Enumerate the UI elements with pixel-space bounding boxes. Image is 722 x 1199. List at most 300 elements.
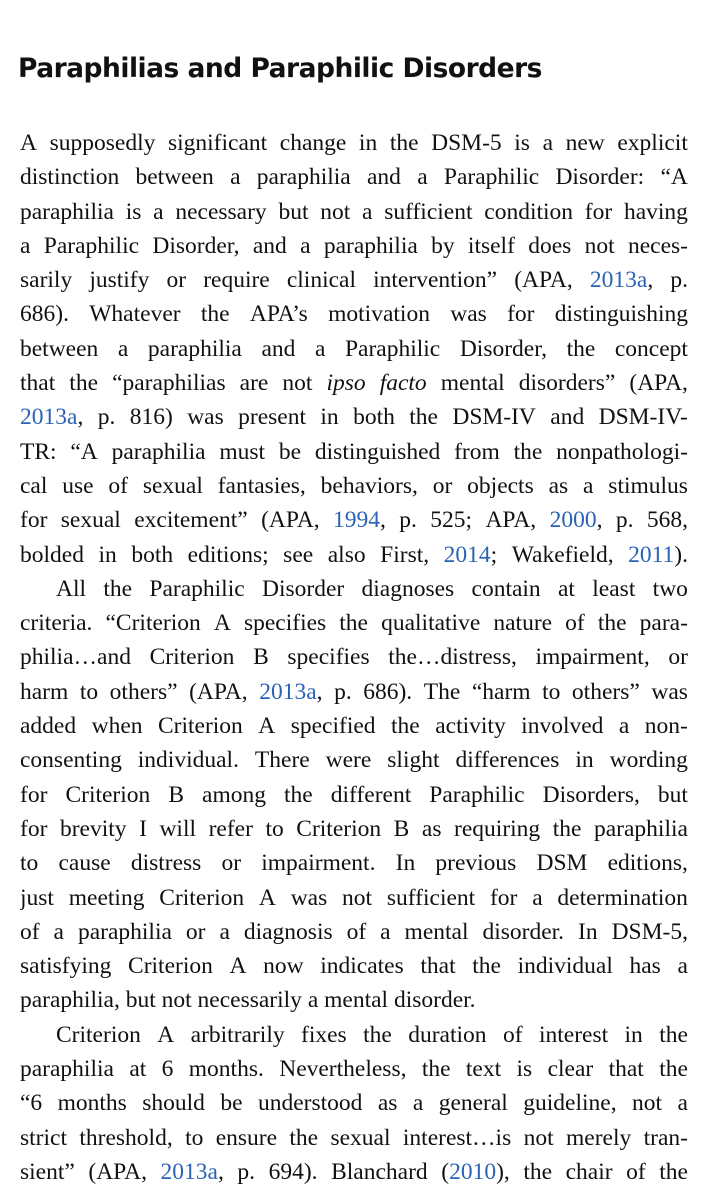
text-fragment: sufficient: [386, 884, 476, 911]
text-fragment: the: [289, 1124, 319, 1151]
text-fragment: the: [103, 575, 133, 602]
word: [220, 1086, 242, 1120]
body-text: [20, 126, 688, 1189]
word: [320, 195, 350, 229]
word: [219, 435, 265, 469]
text-fragment: sufficient: [384, 198, 473, 225]
text-fragment: Disorder:: [555, 164, 645, 191]
word: [514, 126, 530, 160]
word: [58, 846, 110, 880]
text-fragment: not: [282, 370, 313, 397]
text-fragment: in: [98, 541, 117, 568]
text-fragment: A: [157, 1021, 175, 1048]
text-fragment: (APA,: [629, 370, 688, 397]
word: [152, 229, 239, 263]
text-fragment: Disorder,: [152, 232, 240, 259]
word: [452, 400, 536, 434]
word: [326, 366, 365, 400]
text-fragment: previous: [435, 850, 517, 877]
word: [405, 915, 469, 949]
word: [659, 1155, 688, 1189]
text-fragment: impairment,: [535, 644, 650, 671]
text-fragment: p.: [97, 404, 116, 431]
text-fragment: interest: [538, 1021, 609, 1048]
word: [44, 229, 139, 263]
word: [20, 1121, 67, 1155]
text-fragment: to: [542, 678, 561, 705]
word: [653, 572, 688, 606]
text-fragment: “paraphilias: [112, 370, 226, 397]
text-fragment: Criterion: [159, 884, 245, 911]
text-fragment: a: [117, 335, 129, 362]
word: [542, 675, 560, 709]
text-fragment: new: [565, 130, 605, 156]
text-fragment: Criterion: [149, 644, 235, 671]
text-fragment: does: [528, 232, 572, 259]
text-fragment: months: [57, 1090, 127, 1117]
word: [20, 1052, 114, 1086]
text-fragment: both: [353, 404, 395, 431]
text-fragment: fixes: [301, 1021, 347, 1048]
text-fragment: The: [423, 678, 461, 705]
text-fragment: in: [575, 747, 594, 774]
text-fragment: A: [258, 884, 276, 911]
word: [566, 1121, 631, 1155]
text-fragment: p.: [399, 507, 417, 534]
text-fragment: involved: [521, 713, 604, 740]
text-fragment: present: [238, 404, 306, 431]
word: [20, 366, 55, 400]
word: [185, 1121, 203, 1155]
text-line: [20, 881, 688, 915]
word: [617, 126, 687, 160]
text-fragment: diagnoses: [361, 575, 455, 602]
text-line: [20, 572, 688, 606]
text-fragment: not: [161, 987, 192, 1014]
text-fragment: but: [657, 781, 688, 808]
citation-link[interactable]: 2014: [443, 541, 491, 568]
word: [20, 229, 30, 263]
word: [287, 640, 369, 674]
text-fragment: itself: [467, 232, 515, 259]
text-fragment: TR:: [20, 438, 57, 465]
text-fragment: specifies: [287, 644, 370, 671]
text-line: [20, 1018, 688, 1052]
word: [159, 881, 244, 915]
word: [103, 572, 132, 606]
text-fragment: specifies: [243, 610, 327, 637]
word: [20, 126, 37, 160]
word: [237, 1155, 255, 1189]
citation-link[interactable]: 2013a: [20, 404, 78, 431]
word: [519, 366, 616, 400]
text-fragment: or: [166, 267, 187, 294]
text-fragment: “harm: [471, 678, 531, 705]
word: [20, 297, 69, 331]
word: [485, 503, 536, 537]
word: [575, 743, 593, 777]
word: [328, 297, 430, 331]
word: [347, 915, 367, 949]
word: [56, 1018, 141, 1052]
text-fragment: sexual: [60, 507, 121, 534]
text-fragment: ).: [674, 541, 688, 568]
word: [333, 503, 386, 537]
word: [567, 332, 596, 366]
text-fragment: DSM: [536, 850, 588, 877]
text-fragment: of: [346, 918, 367, 945]
word: [112, 366, 226, 400]
text-fragment: sient”: [20, 1158, 75, 1185]
word: [431, 229, 455, 263]
word: [79, 1121, 172, 1155]
text-fragment: not: [342, 884, 373, 911]
word: [58, 1086, 127, 1120]
text-fragment: the: [363, 1021, 392, 1048]
word: [339, 606, 368, 640]
word: [539, 1018, 608, 1052]
text-fragment: will: [159, 815, 197, 842]
word: [503, 1018, 523, 1052]
text-fragment: were: [325, 747, 372, 774]
text-fragment: the: [597, 610, 627, 637]
text-fragment: for: [20, 815, 48, 842]
text-fragment: A: [258, 713, 276, 740]
word: [647, 503, 688, 537]
text-fragment: the: [391, 713, 420, 740]
text-fragment: In: [395, 850, 416, 877]
text-fragment: DSM-IV-: [598, 404, 688, 431]
text-fragment: a: [583, 472, 594, 499]
text-fragment: is: [514, 130, 530, 156]
word: [524, 1121, 554, 1155]
text-fragment: condition: [484, 198, 574, 225]
text-fragment: be: [220, 1090, 243, 1117]
word: [250, 297, 308, 331]
word: [640, 606, 688, 640]
text-fragment: ,: [77, 404, 84, 431]
text-fragment: Nevertheless,: [279, 1056, 407, 1083]
text-fragment: as: [548, 472, 569, 499]
text-fragment: for: [584, 198, 613, 225]
text-fragment: 686).: [20, 301, 69, 328]
word: [60, 812, 127, 846]
word: [289, 1121, 318, 1155]
citation-link[interactable]: 2013a: [259, 678, 317, 705]
text-fragment: or: [221, 850, 242, 877]
word: [334, 675, 352, 709]
text-fragment: for: [20, 781, 48, 808]
text-line: [20, 1052, 688, 1086]
text-line: [20, 469, 688, 503]
word: [572, 675, 640, 709]
word: [284, 778, 313, 812]
text-fragment: or: [185, 918, 206, 945]
word: [203, 263, 270, 297]
word: [514, 435, 543, 469]
text-fragment: (APA,: [514, 267, 573, 294]
word: [162, 983, 192, 1017]
text-fragment: was: [651, 678, 688, 705]
text-fragment: (APA,: [261, 507, 320, 534]
text-fragment: a: [20, 232, 31, 259]
word: [431, 126, 502, 160]
word: [191, 1018, 285, 1052]
word: [158, 709, 243, 743]
text-fragment: the: [409, 404, 438, 431]
text-fragment: a: [153, 198, 164, 225]
text-fragment: B: [168, 781, 184, 808]
word: [324, 229, 418, 263]
word: [218, 469, 306, 503]
text-fragment: ,: [647, 267, 654, 294]
text-fragment: to: [185, 1124, 204, 1151]
word: [321, 469, 418, 503]
text-fragment: threshold,: [79, 1124, 173, 1151]
word: [467, 469, 534, 503]
word: [566, 1155, 613, 1189]
text-fragment: contain: [471, 575, 541, 602]
text-fragment: 6: [161, 1056, 174, 1083]
text-fragment: was: [450, 301, 487, 328]
text-fragment: of: [626, 1158, 646, 1185]
word: [20, 538, 84, 572]
word: [261, 332, 295, 366]
word: [324, 983, 388, 1017]
word: [20, 846, 38, 880]
text-fragment: understood: [257, 1090, 363, 1117]
text-fragment: not: [632, 1090, 663, 1117]
text-fragment: in: [358, 130, 378, 156]
text-fragment: activity: [435, 713, 506, 740]
word: [523, 1155, 552, 1189]
word: [157, 1018, 174, 1052]
word: [444, 160, 539, 194]
text-fragment: for: [489, 884, 518, 911]
text-fragment: is: [125, 198, 142, 225]
text-fragment: Paraphilic: [149, 575, 245, 602]
text-fragment: a: [230, 164, 241, 191]
text-fragment: Wakefield,: [511, 541, 614, 568]
text-fragment: Paraphilic: [443, 164, 540, 191]
text-fragment: of: [108, 472, 128, 499]
text-fragment: diagnosis: [243, 918, 333, 945]
word: [89, 263, 149, 297]
word: [550, 503, 603, 537]
text-fragment: differences: [455, 747, 560, 774]
word: [565, 606, 585, 640]
text-fragment: 525;: [430, 507, 473, 534]
word: [62, 469, 93, 503]
text-fragment: and: [550, 404, 585, 431]
text-fragment: not: [584, 232, 615, 259]
text-fragment: paraphilia: [256, 164, 351, 191]
word: [92, 709, 143, 743]
text-fragment: cal: [20, 472, 48, 499]
word: [528, 229, 571, 263]
word: [20, 195, 114, 229]
word: [219, 915, 229, 949]
text-fragment: a: [677, 1090, 688, 1117]
text-fragment: disorders”: [518, 370, 616, 397]
word: [186, 915, 206, 949]
word: [612, 915, 688, 949]
text-fragment: ,: [217, 1158, 224, 1185]
text-fragment: Whatever: [89, 301, 181, 328]
word: [630, 949, 661, 983]
text-fragment: First,: [380, 541, 430, 568]
word: [130, 400, 173, 434]
text-fragment: a: [677, 953, 688, 980]
word: [609, 1052, 644, 1086]
text-fragment: a: [300, 232, 311, 259]
word: [353, 400, 395, 434]
text-fragment: ;: [490, 541, 498, 568]
text-fragment: a: [307, 987, 319, 1014]
text-line: [20, 160, 688, 194]
citation-link[interactable]: 1994: [333, 507, 381, 534]
text-fragment: of: [565, 610, 585, 637]
word: [99, 538, 117, 572]
text-fragment: the: [659, 1021, 688, 1048]
word: [619, 709, 629, 743]
text-fragment: disorder.: [482, 918, 565, 945]
word: [380, 915, 390, 949]
text-fragment: a: [314, 335, 326, 362]
word: [651, 675, 688, 709]
word: [230, 160, 240, 194]
text-line: [20, 435, 688, 469]
word: [150, 640, 235, 674]
word: [320, 400, 338, 434]
text-fragment: ,: [316, 678, 323, 705]
word: [482, 915, 564, 949]
text-fragment: A: [229, 953, 247, 980]
citation-link[interactable]: 2013a: [589, 267, 648, 294]
word: [78, 915, 172, 949]
italic-text: ipso: [326, 370, 366, 397]
text-fragment: A: [213, 610, 231, 637]
text-fragment: paraphilia: [323, 232, 418, 259]
text-fragment: a: [53, 918, 64, 945]
word: [517, 1052, 533, 1086]
citation-link[interactable]: 2011: [628, 541, 675, 568]
text-fragment: interest…is: [402, 1124, 512, 1151]
text-fragment: change: [279, 130, 347, 156]
text-fragment: two: [652, 575, 688, 602]
text-fragment: has: [629, 953, 661, 980]
text-fragment: use: [62, 472, 94, 499]
word: [362, 572, 455, 606]
text-fragment: of: [20, 918, 40, 945]
word: [142, 1086, 205, 1120]
text-fragment: intervention”: [373, 267, 498, 294]
word: [279, 1052, 406, 1086]
text-fragment: the: [472, 953, 501, 980]
text-fragment: that: [608, 1056, 644, 1083]
word: [626, 1155, 646, 1189]
word: [253, 229, 287, 263]
text-fragment: sexual: [330, 1124, 391, 1151]
text-fragment: I: [139, 815, 147, 842]
text-fragment: APA,: [485, 507, 537, 534]
text-fragment: cause: [58, 850, 111, 877]
text-line: [20, 1155, 688, 1189]
text-fragment: the: [566, 335, 596, 362]
text-fragment: both: [131, 541, 174, 568]
text-fragment: 694).: [268, 1158, 318, 1185]
text-fragment: All: [56, 575, 87, 602]
word: [468, 229, 515, 263]
word: [659, 1018, 688, 1052]
citation-link[interactable]: 2013a: [160, 1158, 218, 1185]
text-line: [20, 743, 688, 777]
text-line: [20, 915, 688, 949]
word: [88, 1155, 147, 1189]
citation-link[interactable]: 2010: [449, 1158, 497, 1185]
text-fragment: see: [283, 541, 314, 568]
text-fragment: not: [523, 1124, 554, 1151]
word: [20, 263, 72, 297]
text-fragment: nonpathologi-: [556, 438, 688, 465]
word: [188, 538, 269, 572]
word: [490, 881, 517, 915]
text-line: [20, 606, 688, 640]
citation-link[interactable]: 2000: [549, 507, 597, 534]
word: [112, 435, 206, 469]
text-line: [20, 297, 688, 331]
text-fragment: Criterion: [128, 953, 213, 980]
text-fragment: and: [367, 164, 401, 191]
text-line: [20, 812, 688, 846]
text-fragment: clinical: [286, 267, 357, 294]
text-fragment: a: [380, 918, 391, 945]
text-fragment: a: [219, 918, 230, 945]
text-fragment: harm: [20, 678, 69, 705]
text-fragment: nature: [493, 610, 553, 637]
word: [20, 881, 54, 915]
text-fragment: a: [412, 1090, 424, 1117]
word: [444, 538, 498, 572]
word: [257, 160, 351, 194]
word: [259, 881, 276, 915]
text-fragment: the: [523, 1158, 553, 1185]
word: [126, 195, 142, 229]
text-fragment: paraphilia: [77, 918, 172, 945]
word: [590, 263, 653, 297]
text-fragment: satisfying: [20, 953, 112, 980]
word: [69, 881, 145, 915]
word: [221, 846, 241, 880]
text-fragment: the: [513, 438, 543, 465]
word: [610, 743, 688, 777]
text-line: [20, 675, 688, 709]
text-fragment: a: [618, 713, 630, 740]
word: [422, 1052, 451, 1086]
text-fragment: objects: [467, 472, 534, 499]
text-fragment: paraphilia: [147, 335, 242, 362]
text-fragment: There: [254, 747, 310, 774]
word: [262, 572, 344, 606]
text-line: [20, 263, 688, 297]
text-fragment: In: [578, 918, 598, 945]
text-fragment: distinction: [20, 164, 120, 191]
text-fragment: and: [252, 232, 287, 259]
word: [536, 640, 650, 674]
text-fragment: to: [20, 850, 39, 877]
word: [20, 675, 68, 709]
word: [493, 606, 552, 640]
